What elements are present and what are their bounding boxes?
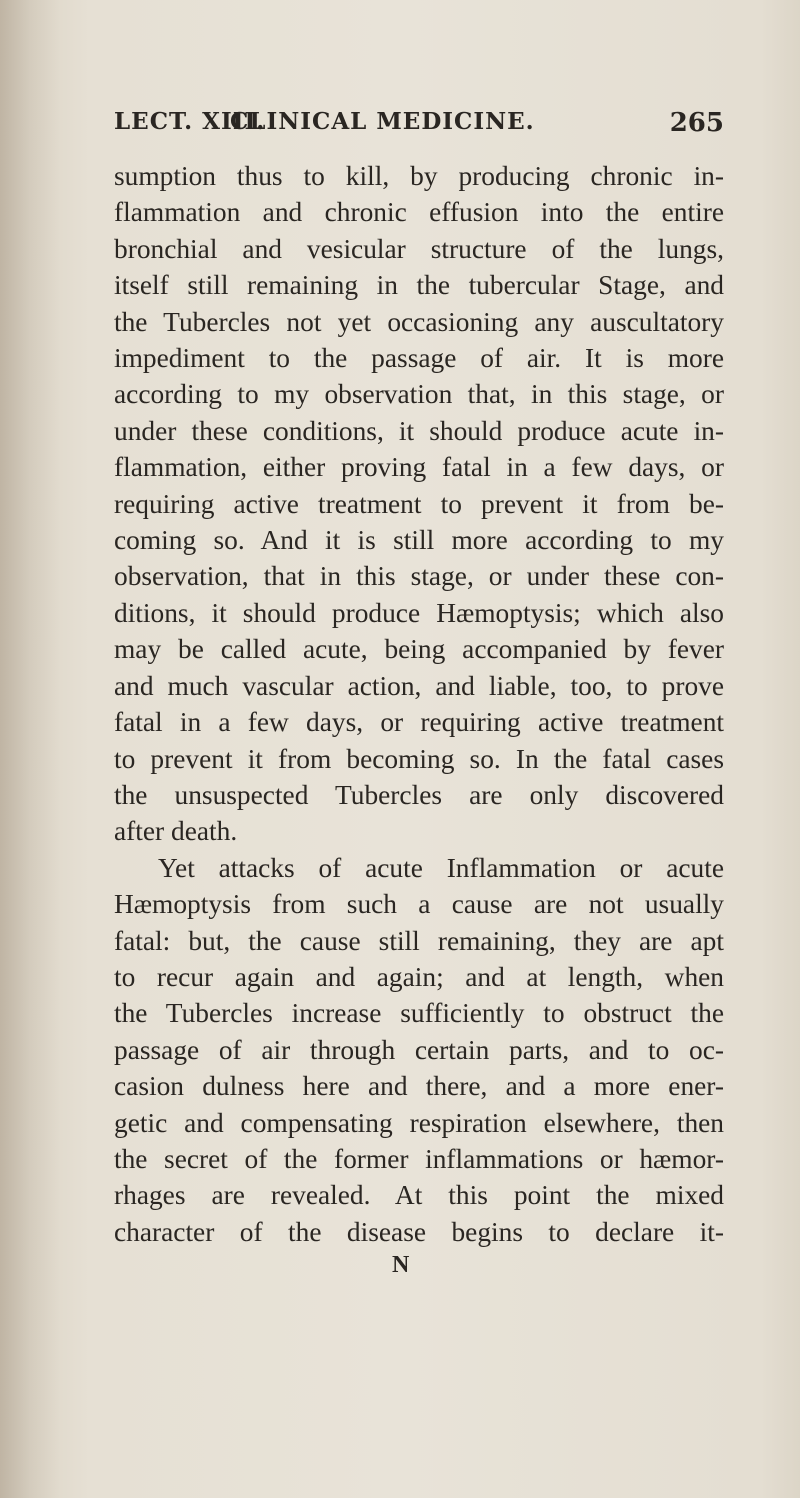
text-line: ditions, it should produce Hæmoptysis; which also [114,597,724,628]
text-line: flammation, either proving fatal in a few days, or [114,452,724,483]
text-line: Hæmoptysis from such a cause are not usually [114,889,724,920]
text-line: to recur again and again; and at length, when [114,961,724,992]
text-line: observation, that in this stage, or under these con- [114,561,724,592]
text-line: under these conditions, it should produce acute in- [114,415,724,446]
text-line: fatal in a few days, or requiring active treatment [114,707,724,738]
text-line: passage of air through certain parts, and to oc- [114,1034,724,1065]
page-number: 265 [669,108,724,138]
text-line: casion dulness here and there, and a more ener- [114,1071,724,1102]
gutter-shadow [0,0,60,1498]
text-line: the Tubercles increase sufficiently to obstruct the [114,998,724,1029]
text-line: Yet attacks of acute Inflammation or acute [158,852,724,883]
text-line: getic and compensating respiration elsewhere, then [114,1107,724,1138]
body-text [114,158,724,1250]
lecture-number: LECT. XIII. [114,108,266,135]
text-line: according to my observation that, in this stage, or [114,379,724,410]
text-line: impediment to the passage of air. It is more [114,343,724,374]
text-line: bronchial and vesicular structure of the lungs, [114,233,724,264]
text-line: the secret of the former inflammations or hæmor- [114,1143,724,1174]
text-line: coming so. And it is still more according to my [114,525,724,556]
book-title: CLINICAL MEDICINE. [230,108,535,135]
text-line: to prevent it from becoming so. In the fatal cases [114,743,724,774]
text-line: sumption thus to kill, by producing chronic in- [114,161,724,191]
text-line: and much vascular action, and liable, too, to prove [114,670,724,701]
text-line: flammation and chronic effusion into the entire [114,197,724,228]
running-head [114,108,724,148]
text-line: the Tubercles not yet occasioning any auscultatory [114,306,724,337]
text-line: fatal: but, the cause still remaining, they are apt [114,925,724,956]
text-line: the unsuspected Tubercles are only discovered [114,779,724,810]
text-line: after death. [114,816,238,847]
text-line: rhages are revealed. At this point the mixed [114,1180,724,1211]
text-line: requiring active treatment to prevent it from be- [114,488,724,519]
text-line: may be called acute, being accompanied by fever [114,634,724,665]
signature-mark: N [392,1252,410,1278]
text-line: character of the disease begins to declare it- [114,1216,724,1247]
text-line: itself still remaining in the tubercular Stage, and [114,270,724,301]
